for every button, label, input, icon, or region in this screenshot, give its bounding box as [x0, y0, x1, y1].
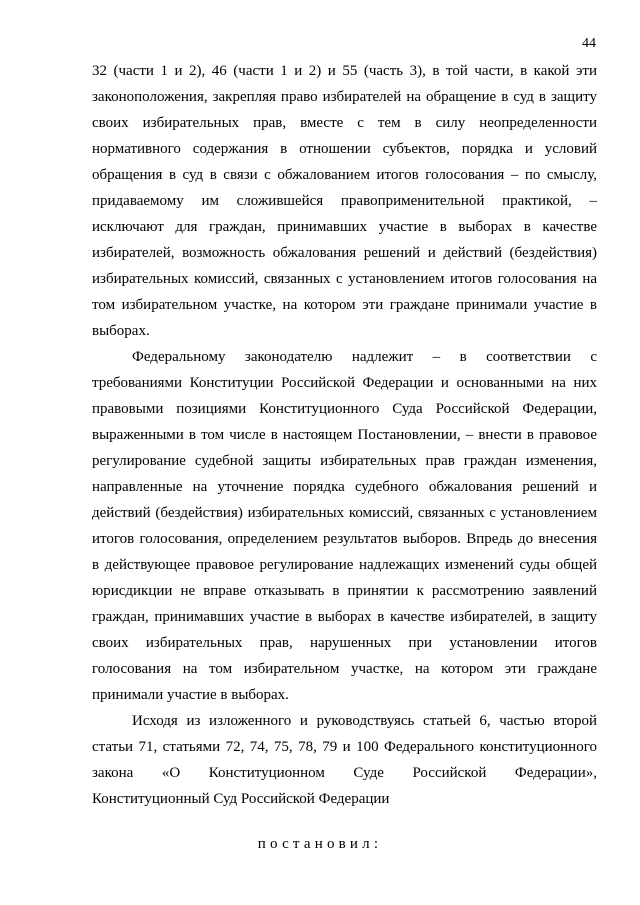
text-line: правовыми позициями Конституционного Суда Российской Федерации,	[92, 401, 597, 417]
text-line: итогов голосования, определением результатов выборов. Впредь до внесения	[92, 531, 597, 547]
text-line: избирателей, возможность обжалования решений и действий (бездействия)	[92, 245, 597, 261]
text-line: том избирательном участке, на котором эти граждане принимали участие в	[92, 297, 597, 313]
text-line: принимали участие в выборах.	[92, 687, 289, 703]
text-line: направленные на уточнение порядка судебного обжалования решений и	[92, 479, 597, 495]
text-line: Конституционный Суд Российской Федерации	[92, 791, 390, 807]
text-line: исключают для граждан, принимавших участие в выборах в качестве	[92, 219, 597, 235]
text-line: своих избирательных прав, нарушенных при установлении итогов	[92, 635, 597, 651]
text-line: законоположения, закрепляя право избирателей на обращение в суд в защиту	[92, 89, 597, 105]
text-line: требованиями Конституции Российской Федерации и основанными на них	[92, 375, 597, 391]
text-line: своих избирательных прав, вместе с тем в силу неопределенности	[92, 115, 597, 131]
page-number: 44	[582, 36, 596, 51]
text-line: Федеральному законодателю надлежит – в соответствии с	[132, 349, 597, 365]
text-line: статьи 71, статьями 72, 74, 75, 78, 79 и 100 Федерального конституционного	[92, 739, 597, 755]
text-line: нормативного содержания в отношении субъектов, порядка и условий	[92, 141, 597, 157]
text-line: избирательных комиссий, связанных с установлением итогов голосования на	[92, 271, 597, 287]
text-line: в действующее правовое регулирование надлежащих изменений суды общей	[92, 557, 597, 573]
text-line: действий (бездействия) избирательных комиссий, связанных с установлением	[92, 505, 597, 521]
text-line: регулирование судебной защиты избирательных прав граждан изменения,	[92, 453, 597, 469]
text-line: выраженными в том числе в настоящем Постановлении, – внести в правовое	[92, 427, 597, 443]
text-line: Исходя из изложенного и руководствуясь статьей 6, частью второй	[132, 713, 597, 729]
paragraph	[92, 708, 597, 812]
resolution-heading: постановил:	[257, 836, 383, 852]
text-line: закона «О Конституционном Суде Российской Федерации»,	[92, 765, 597, 781]
text-line: выборах.	[92, 323, 150, 339]
text-line: 32 (части 1 и 2), 46 (части 1 и 2) и 55 (часть 3), в той части, в какой эти	[92, 63, 597, 79]
text-line: придаваемому им сложившейся правоприменительной практикой, –	[92, 193, 597, 209]
document-body	[92, 58, 597, 812]
paragraph	[92, 58, 597, 344]
text-line: граждан, принимавших участие в выборах в качестве избирателей, в защиту	[92, 609, 597, 625]
text-line: обращения в суд в связи с обжалованием итогов голосования – по смыслу,	[92, 167, 597, 183]
text-line: голосования на том избирательном участке, на котором эти граждане	[92, 661, 597, 677]
paragraph	[92, 344, 597, 708]
text-line: юрисдикции не вправе отказывать в принятии к рассмотрению заявлений	[92, 583, 597, 599]
